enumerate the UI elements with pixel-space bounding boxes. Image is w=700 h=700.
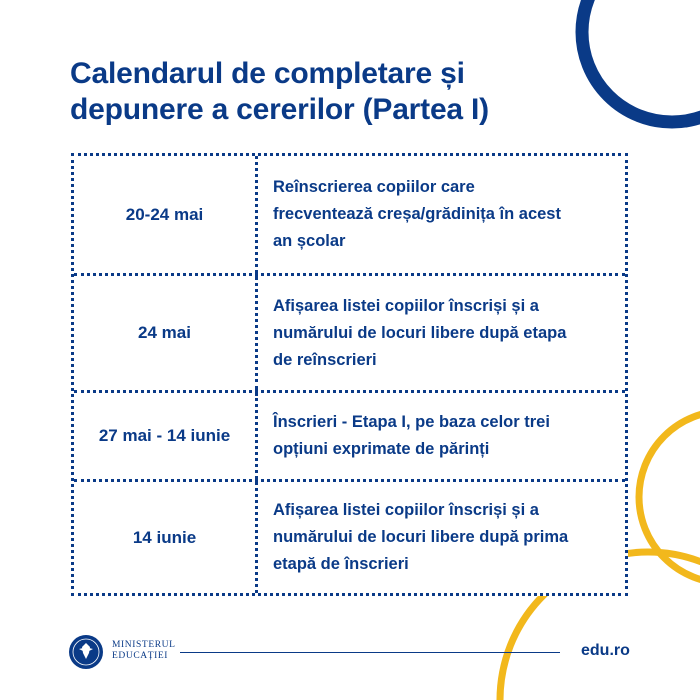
- description-line: Afișarea listei copiilor înscriși și a: [273, 501, 539, 519]
- schedule-row: [74, 479, 625, 593]
- footer-divider: [180, 652, 560, 653]
- description-line: Afișarea listei copiilor înscriși și a: [273, 296, 539, 315]
- schedule-row: [74, 273, 625, 390]
- schedule-date: 14 iunie: [74, 482, 258, 593]
- blue-arc: [582, 0, 700, 122]
- ministry-name: [112, 640, 176, 662]
- government-seal-icon: [68, 634, 104, 670]
- description-line: frecventează creșa/grădinița în acest: [273, 205, 561, 223]
- description-line: Înscrieri - Etapa I, pe baza celor trei: [273, 413, 550, 431]
- schedule-table: [71, 153, 628, 596]
- page-title: [70, 56, 590, 128]
- description-line: opțiuni exprimate de părinți: [273, 440, 490, 458]
- schedule-row: [74, 156, 625, 273]
- schedule-date: 24 mai: [74, 276, 258, 390]
- description-line: an școlar: [273, 232, 346, 250]
- schedule-description: [258, 482, 625, 593]
- ministry-line-2: EDUCAȚIEI: [112, 651, 169, 661]
- schedule-date: 27 mai - 14 iunie: [74, 393, 258, 479]
- schedule-description: [258, 156, 625, 273]
- website-link[interactable]: edu.ro: [581, 642, 630, 659]
- schedule-row: [74, 390, 625, 479]
- ministry-line-1: MINISTERUL: [112, 640, 176, 650]
- schedule-description: [258, 393, 625, 479]
- description-line: Reînscrierea copiilor care: [273, 178, 475, 196]
- description-line: etapă de înscrieri: [273, 555, 409, 573]
- title-line-1: Calendarul de completare și: [70, 57, 465, 90]
- schedule-description: [258, 276, 625, 390]
- description-line: de reînscrieri: [273, 350, 377, 369]
- title-line-2: depunere a cererilor (Partea I): [70, 93, 489, 126]
- description-line: numărului de locuri libere după prima: [273, 528, 569, 546]
- description-line: numărului de locuri libere după etapa: [273, 323, 567, 342]
- yellow-arc-small: [639, 411, 700, 583]
- schedule-date: 20-24 mai: [74, 156, 258, 273]
